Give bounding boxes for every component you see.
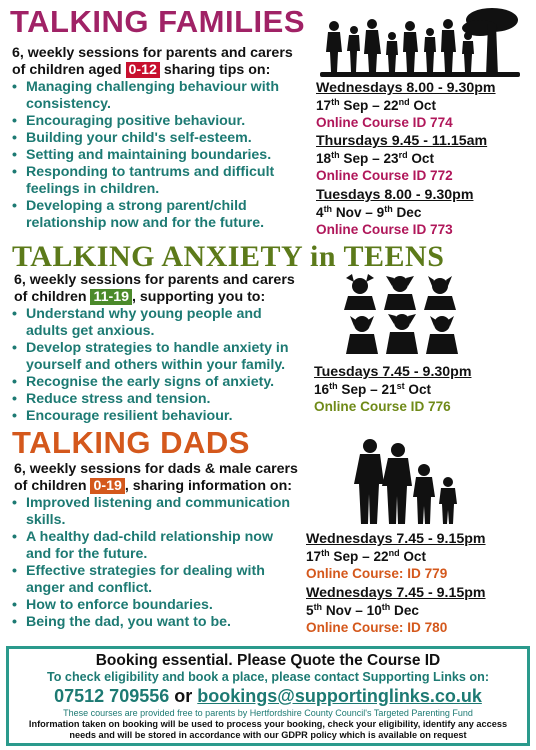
course-day: Tuesdays 7.45 - 9.30pm bbox=[314, 364, 472, 380]
date-end: Oct bbox=[404, 382, 432, 397]
list-item: • Encourage resilient behaviour. bbox=[12, 408, 307, 425]
anxiety-intro-line2 bbox=[14, 289, 314, 306]
date-mid: Sep – 22 bbox=[329, 549, 389, 564]
booking-headline: Booking essential. Please Quote the Course ID bbox=[95, 652, 441, 669]
course-day: Wednesdays 7.45 - 9.15pm bbox=[306, 585, 486, 601]
dad-children-silhouette-icon bbox=[352, 436, 472, 526]
course-id: Online Course ID 772 bbox=[316, 168, 453, 183]
date-start: 5 bbox=[306, 603, 314, 618]
anxiety-intro-suffix: , supporting you to: bbox=[132, 289, 266, 305]
dads-intro bbox=[14, 461, 314, 495]
dads-course-780 bbox=[306, 585, 486, 636]
dads-title: TALKING DADS bbox=[12, 425, 250, 460]
list-item: • Setting and maintaining boundaries. bbox=[12, 147, 307, 164]
course-dates bbox=[314, 381, 471, 398]
list-item: • Develop strategies to handle anxiety in yourself and others within your family. bbox=[12, 340, 307, 374]
date-end: Dec bbox=[390, 603, 419, 618]
anxiety-title: TALKING ANXIETY in TEENS bbox=[12, 240, 445, 273]
gdpr-note: Information taken on booking will be used to process your booking, check your eligibility, identify any access needs and will be stored in accordance with our GDPR policy which is available on request bbox=[28, 719, 508, 740]
date-suffix: st bbox=[396, 381, 405, 391]
course-id: Online Course ID 776 bbox=[314, 399, 451, 414]
families-course-774 bbox=[316, 80, 496, 131]
booking-check-text: To check eligibility and book a place, please contact Supporting Links on: bbox=[46, 670, 490, 684]
course-id: Online Course: ID 779 bbox=[306, 566, 448, 581]
list-item: • A healthy dad-child relationship now and for the future. bbox=[12, 529, 297, 563]
date-suffix: nd bbox=[388, 548, 400, 558]
list-item: • Developing a strong parent/child relationship now and for the future. bbox=[12, 198, 307, 232]
date-mid: Sep – 23 bbox=[339, 151, 399, 166]
list-item: • Managing challenging behaviour with consistency. bbox=[12, 79, 307, 113]
dads-intro-prefix: of children bbox=[14, 478, 87, 494]
families-intro-line2 bbox=[12, 62, 312, 79]
course-dates bbox=[316, 204, 473, 221]
families-age-badge: 0-12 bbox=[126, 62, 160, 78]
course-day: Wednesdays 8.00 - 9.30pm bbox=[316, 80, 496, 96]
families-intro-line1: 6, weekly sessions for parents and carers bbox=[12, 45, 293, 61]
date-end: Oct bbox=[409, 98, 437, 113]
list-item: • Being the dad, you want to be. bbox=[12, 614, 297, 631]
course-dates bbox=[316, 150, 487, 167]
date-suffix: rd bbox=[398, 150, 408, 160]
course-dates bbox=[306, 548, 486, 565]
date-suffix: th bbox=[384, 204, 393, 214]
list-item: • How to enforce boundaries. bbox=[12, 597, 297, 614]
course-id: Online Course ID 774 bbox=[316, 115, 453, 130]
date-start: 16 bbox=[314, 382, 330, 397]
booking-box bbox=[6, 646, 530, 746]
family-silhouette-icon bbox=[320, 6, 520, 78]
dads-intro-line2 bbox=[14, 478, 314, 495]
anxiety-bullet-list bbox=[12, 306, 307, 425]
date-start: 18 bbox=[316, 151, 332, 166]
families-bullet-list bbox=[12, 79, 307, 232]
families-course-772 bbox=[316, 133, 487, 184]
course-dates bbox=[316, 97, 496, 114]
anxiety-age-badge: 11-19 bbox=[90, 289, 132, 305]
list-item: • Improved listening and communication skills. bbox=[12, 495, 297, 529]
date-start: 17 bbox=[316, 98, 332, 113]
date-mid: Sep – 21 bbox=[337, 382, 397, 397]
date-suffix: th bbox=[331, 97, 340, 107]
anxiety-intro-line1: 6, weekly sessions for parents and carers bbox=[14, 272, 295, 288]
date-suffix: th bbox=[313, 602, 323, 612]
list-item: • Reduce stress and tension. bbox=[12, 391, 307, 408]
families-course-773 bbox=[316, 187, 473, 238]
course-id: Online Course: ID 780 bbox=[306, 620, 448, 635]
date-start: 4 bbox=[316, 205, 324, 220]
course-id: Online Course ID 773 bbox=[316, 222, 453, 237]
families-intro bbox=[12, 45, 312, 79]
date-end: Dec bbox=[392, 205, 422, 220]
email-link[interactable]: bookings@supportinglinks.co.uk bbox=[197, 686, 482, 706]
list-item: • Understand why young people and adults get anxious. bbox=[12, 306, 307, 340]
course-day: Thursdays 9.45 - 11.15am bbox=[316, 133, 488, 149]
date-suffix: th bbox=[381, 602, 391, 612]
date-suffix: th bbox=[321, 548, 330, 558]
families-title: TALKING FAMILIES bbox=[10, 4, 306, 39]
date-mid: Nov – 9 bbox=[332, 205, 385, 220]
date-mid: Sep – 22 bbox=[339, 98, 399, 113]
list-item: • Recognise the early signs of anxiety. bbox=[12, 374, 307, 391]
date-suffix: nd bbox=[398, 97, 410, 107]
list-item: • Encouraging positive behaviour. bbox=[12, 113, 307, 130]
dads-course-779 bbox=[306, 531, 486, 582]
date-end: Oct bbox=[399, 549, 427, 564]
or-text: or bbox=[174, 686, 193, 706]
date-end: Oct bbox=[407, 151, 435, 166]
families-intro-suffix: sharing tips on: bbox=[163, 62, 271, 78]
teens-anxiety-silhouette-icon bbox=[342, 272, 462, 358]
dads-bullet-list bbox=[12, 495, 297, 631]
course-day: Wednesdays 7.45 - 9.15pm bbox=[306, 531, 486, 547]
date-start: 17 bbox=[306, 549, 322, 564]
dads-intro-suffix: , sharing information on: bbox=[124, 478, 292, 494]
anxiety-intro-prefix: of children bbox=[14, 289, 87, 305]
list-item: • Building your child's self-esteem. bbox=[12, 130, 307, 147]
course-day: Tuesdays 8.00 - 9.30pm bbox=[316, 187, 474, 203]
anxiety-intro bbox=[14, 272, 314, 306]
date-suffix: th bbox=[331, 150, 340, 160]
date-suffix: th bbox=[329, 381, 338, 391]
booking-contact bbox=[9, 685, 527, 707]
anxiety-course-776 bbox=[314, 364, 471, 415]
date-mid: Nov – 10 bbox=[322, 603, 382, 618]
families-intro-prefix: of children aged bbox=[12, 62, 122, 78]
date-suffix: th bbox=[323, 204, 333, 214]
course-dates bbox=[306, 602, 486, 619]
free-note: These courses are provided free to parents by Hertfordshire County Council's Targeted Parenting Fund bbox=[63, 708, 473, 718]
phone-number[interactable]: 07512 709556 bbox=[54, 686, 170, 706]
list-item: • Effective strategies for dealing with anger and conflict. bbox=[12, 563, 297, 597]
dads-age-badge: 0-19 bbox=[90, 478, 124, 494]
dads-intro-line1: 6, weekly sessions for dads & male carers bbox=[14, 461, 298, 477]
list-item: • Responding to tantrums and difficult feelings in children. bbox=[12, 164, 307, 198]
